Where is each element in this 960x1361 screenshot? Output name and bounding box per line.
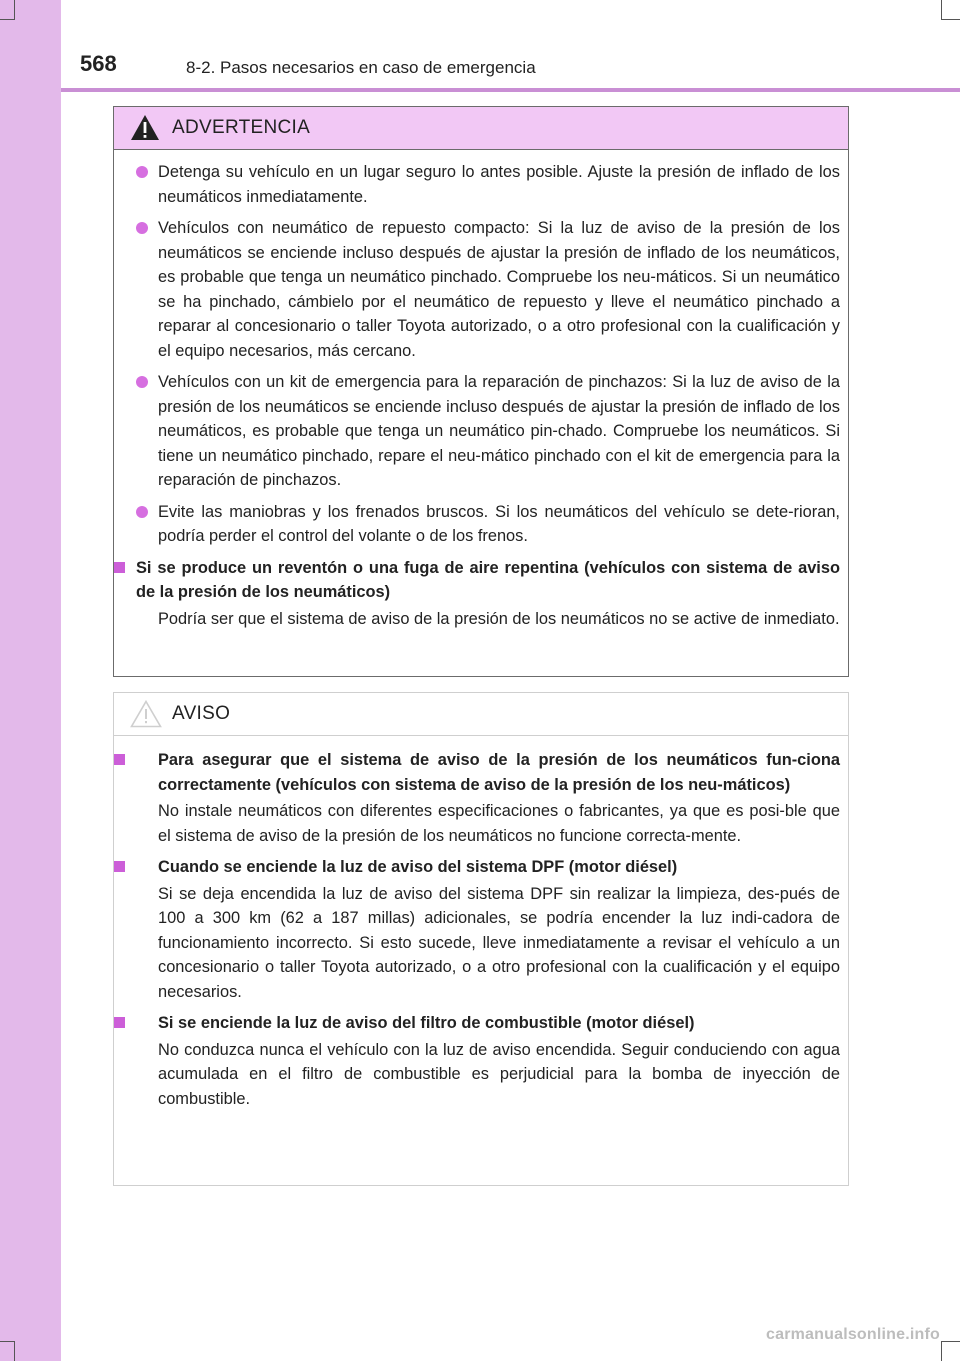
crop-mark [0, 19, 15, 20]
side-tab-strip [0, 0, 61, 1361]
warning-item-text: Evite las maniobras y los frenados bruscos. Si los neumáticos del vehículo se dete-rioran, podría perder el control del volante o de los frenos. [158, 502, 840, 545]
page-number: 568 [80, 51, 117, 76]
bullet-dot-icon [136, 166, 148, 178]
header-rule [61, 88, 960, 92]
notice-section-heading [114, 748, 840, 797]
square-bullet-icon [114, 562, 125, 573]
notice-title: AVISO [172, 703, 231, 724]
notice-section-heading [114, 855, 840, 880]
crop-mark [941, 1341, 942, 1361]
warning-subsection-heading-text: Si se produce un reventón o una fuga de aire repentina (vehículos con sistema de aviso de la presión de los neumáticos) [136, 558, 840, 601]
warning-body [114, 150, 848, 631]
warning-item [136, 370, 840, 493]
warning-item [136, 500, 840, 549]
notice-section-text: Si se deja encendida la luz de aviso del sistema DPF sin realizar la limpieza, des-pués de 100 a 300 km (62 a 187 millas) adicionales, se podría encender la luz indi-cadora de funcionamiento incorrecto. Si esto sucede, lleve inmediatamente a revisar el vehículo a un concesionario o taller Toyota autorizado, o a otro profesional con la cualificación y el equipo necesarios. [158, 884, 840, 1001]
bullet-dot-icon [136, 222, 148, 234]
warning-item [136, 216, 840, 363]
warning-subsection-text: Podría ser que el sistema de aviso de la presión de los neumáticos no se active de inmediato. [158, 609, 840, 628]
notice-body [114, 736, 848, 1111]
crop-mark [941, 0, 942, 20]
warning-box [113, 106, 849, 677]
warning-subsection-heading [114, 556, 840, 605]
warning-item [136, 160, 840, 209]
section-title: 8-2. Pasos necesarios en caso de emergencia [186, 58, 536, 77]
notice-section-heading-text: Para asegurar que el sistema de aviso de la presión de los neumáticos fun-ciona correctamente (vehículos con sistema de aviso de la presión de los neu-máticos) [158, 751, 840, 794]
crop-mark [941, 19, 960, 20]
crop-mark [14, 0, 15, 20]
notice-section-text: No conduzca nunca el vehículo con la luz de aviso encendida. Seguir conduciendo con agua acumulada en el filtro de combustible es perjudicial para la bomba de inyección de combustible. [158, 1040, 840, 1108]
bullet-dot-icon [136, 506, 148, 518]
notice-header [114, 693, 848, 736]
notice-box [113, 692, 849, 1186]
square-bullet-icon [114, 861, 125, 872]
crop-mark [14, 1341, 15, 1361]
bullet-dot-icon [136, 376, 148, 388]
warning-triangle-icon [130, 114, 160, 146]
warning-item-text: Vehículos con un kit de emergencia para la reparación de pinchazos: Si la luz de aviso de la presión de los neumáticos se enciende incluso después de ajustar la presión de inflado de los neumáticos, es probable que tenga un neumático pin-chado. Compruebe los neumáticos. Si tiene un neumático pinchado, repare el neu-mático pinchado con el kit de emergencia para la reparación de pinchazos. [158, 373, 840, 489]
warning-header [114, 107, 848, 150]
crop-mark [0, 1341, 15, 1342]
notice-triangle-icon [130, 700, 162, 733]
square-bullet-icon [114, 754, 125, 765]
watermark: carmanualsonline.info [766, 1326, 941, 1343]
notice-section-heading [114, 1011, 840, 1036]
warning-title: ADVERTENCIA [172, 117, 311, 138]
crop-mark [941, 1341, 960, 1342]
notice-section-text: No instale neumáticos con diferentes especificaciones o fabricantes, ya que es posi-ble que el sistema de aviso de la presión de los neumáticos no funcione correcta-mente. [158, 802, 840, 845]
warning-item-text: Vehículos con neumático de repuesto compacto: Si la luz de aviso de la presión de los neumáticos se enciende incluso después de ajustar la presión de inflado de los neumáticos, es probable que tenga un neumático pinchado. Compruebe los neu-máticos. Si un neumático se ha pinchado, cámbielo por el neumático de repuesto y lleve el neumático pinchado a reparar al concesionario o taller Toyota autorizado, o a otro profesional con la cualificación y el equipo necesarios, más cercano. [158, 219, 840, 360]
notice-section-heading-text: Cuando se enciende la luz de aviso del sistema DPF (motor diésel) [158, 858, 678, 876]
notice-section-heading-text: Si se enciende la luz de aviso del filtro de combustible (motor diésel) [158, 1014, 695, 1032]
square-bullet-icon [114, 1017, 125, 1028]
warning-item-text: Detenga su vehículo en un lugar seguro lo antes posible. Ajuste la presión de inflado de los neumáticos inmediatamente. [158, 163, 840, 206]
